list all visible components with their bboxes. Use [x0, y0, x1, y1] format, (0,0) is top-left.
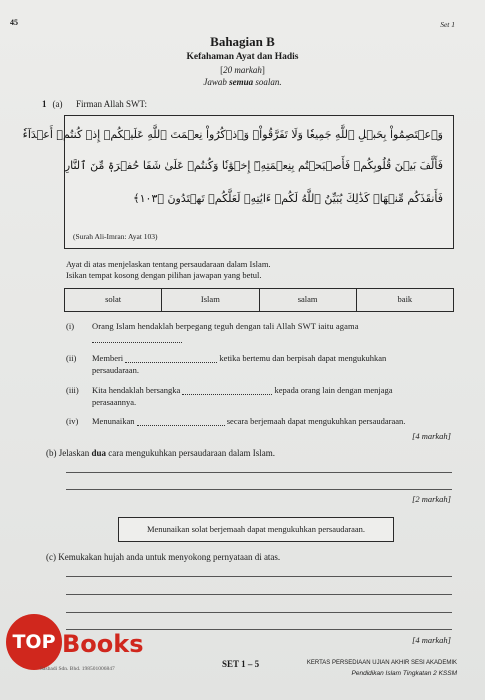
surah-reference: (Surah Ali-Imran: Ayat 103) [73, 232, 158, 241]
item-text: Kita hendaklah bersangka [92, 385, 181, 395]
firman-label: Firman Allah SWT: [76, 99, 148, 109]
instruction-post: soalan. [253, 77, 282, 87]
item-text: persaudaraan. [92, 365, 139, 375]
part-c-question [46, 552, 280, 562]
part-c-label: (c) [46, 552, 56, 562]
answer-line[interactable] [66, 594, 452, 595]
answer-blank[interactable] [137, 416, 225, 426]
item-number: (iii) [66, 385, 79, 395]
verse-line-2: فَأَلَّفَ بَيۡنَ قُلُوبِكُمۡ فَأَصۡبَحۡتُم بِنِعۡمَتِهِۦٓ إِخۡوَٰنٗا وَكُنتُمۡ عَلَىٰ شَفَا حُفۡرَةٖ مِّنَ ٱلنَّارِ [64, 159, 443, 172]
section-instruction [0, 77, 485, 87]
question-number: 1 [42, 99, 47, 109]
item-number: (iv) [66, 416, 79, 426]
answer-line[interactable] [66, 576, 452, 577]
part-b-label: (b) [46, 448, 57, 458]
footer-series-title: KERTAS PERSEDIAAN UJIAN AKHIR SESI AKADEMIK [306, 660, 457, 666]
section-marks-text: 20 markah [223, 65, 262, 75]
word-choice-cell: salam [260, 289, 357, 311]
fill-item-1 [66, 321, 456, 351]
section-marks: [20 markah] [220, 65, 265, 75]
item-number: (i) [66, 321, 75, 331]
logo-top-circle: TOP [6, 614, 62, 670]
item-text: ketika bertemu dan berpisah dapat mengukuhkan [219, 353, 387, 363]
logo-books-text: Books [62, 630, 144, 658]
fill-item-3 [66, 385, 456, 415]
item-text: kepada orang lain dengan menjaga [274, 385, 393, 395]
answer-line[interactable] [66, 489, 452, 490]
part-b-pre: Jelaskan [58, 448, 92, 458]
answer-line[interactable] [66, 612, 452, 613]
footer-set-range: SET 1 – 5 [222, 659, 260, 669]
marks-part-c: [4 markah] [412, 635, 451, 645]
word-choice-table [64, 288, 454, 312]
word-choice-cell: baik [397, 294, 413, 304]
marks-part-b: [2 markah] [412, 494, 451, 504]
intro-line-2: Isikan tempat kosong dengan pilihan jawapan yang betul. [66, 270, 262, 280]
verse-line-3: فَأَنقَذَكُم مِّنۡهَاۗ كَذَٰلِكَ يُبَيِّنُ ٱللَّهُ لَكُمۡ ءَايَٰتِهِۦ لَعَلَّكُمۡ تَهۡتَدُونَ ﴿١٠٣﴾ [133, 192, 443, 205]
marks-part-a: [4 markah] [412, 431, 451, 441]
intro-line-1: Ayat di atas menjelaskan tentang persaudaraan dalam Islam. [66, 259, 271, 269]
item-text: Menunaikan [92, 416, 135, 426]
answer-line[interactable] [66, 472, 452, 473]
instruction-bold: semua [229, 77, 254, 87]
item-text: Orang Islam hendaklah berpegang teguh dengan tali Allah SWT iaitu agama [92, 321, 359, 331]
page-number: 45 [10, 18, 18, 27]
section-subtitle: Kefahaman Ayat dan Hadis [186, 52, 299, 62]
verse-line-1: وَٱعۡتَصِمُواْ بِحَبۡلِ ٱللَّهِ جَمِيعٗا وَلَا تَفَرَّقُواْۚ وَٱذۡكُرُواْ نِعۡمَتَ ٱللَّهِ عَلَيۡكُمۡ إِذۡ كُنتُمۡ أَعۡدَآءٗ [22, 128, 443, 141]
word-choice-cell: solat [65, 289, 162, 311]
topbooks-logo [6, 614, 196, 674]
set-label: Set 1 [440, 20, 455, 29]
answer-blank[interactable] [125, 353, 217, 363]
fill-item-4 [66, 416, 456, 430]
answer-blank[interactable] [92, 333, 182, 343]
statement-box: Menunaikan solat berjemaah dapat mengukuhkan persaudaraan. [118, 517, 394, 542]
item-text: perasaannya. [92, 397, 137, 407]
item-text: secara berjemaah dapat mengukuhkan persaudaraan. [226, 416, 406, 426]
instruction-pre: Jawab [203, 77, 230, 87]
part-b-bold: dua [91, 448, 107, 458]
section-title: Bahagian B [210, 34, 275, 49]
part-c-text: Kemukakan hujah anda untuk menyokong pernyataan di atas. [58, 552, 281, 562]
word-choice-cell: Islam [162, 289, 259, 311]
fill-item-2 [66, 353, 456, 383]
question-1-number [42, 99, 63, 109]
quran-verse-box [22, 115, 454, 249]
part-b-question [46, 448, 275, 458]
footer-subject: Pendidikan Islam Tingkatan 2 KSSM [351, 670, 457, 677]
part-a-label: (a) [52, 99, 63, 109]
item-text: Memberi [92, 353, 124, 363]
publisher-info: Sasbadi Sdn. Bhd. 198501006847 [40, 666, 115, 672]
part-b-post: cara mengukuhkan persaudaraan dalam Islam. [106, 448, 275, 458]
item-number: (ii) [66, 353, 77, 363]
answer-blank[interactable] [182, 385, 272, 395]
